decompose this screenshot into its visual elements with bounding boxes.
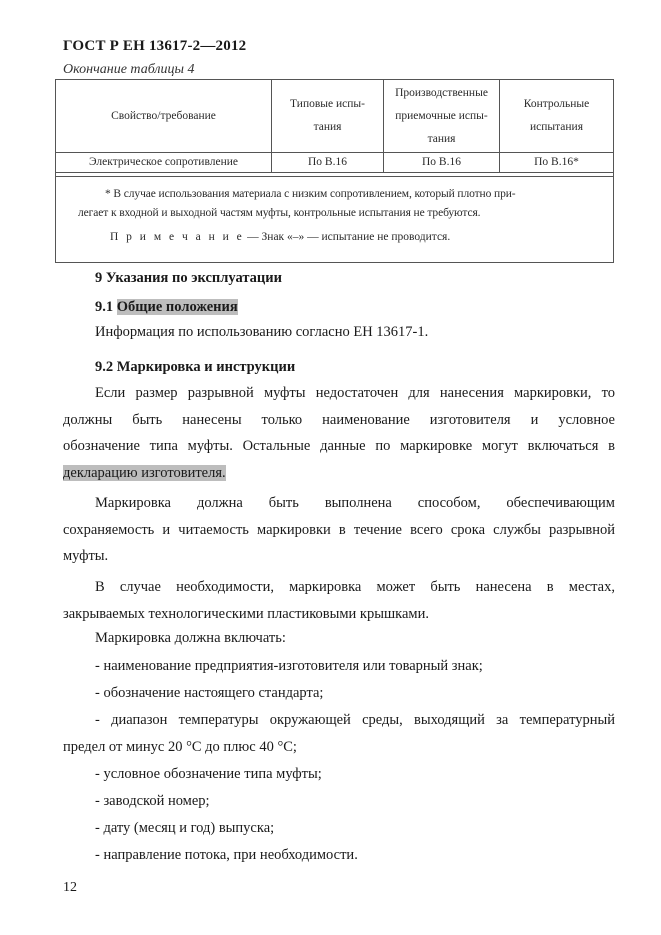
- col-header-type-tests: Типовые испы- тания: [272, 80, 384, 153]
- footnote-line-1: * В случае использования материала с низким сопротивлением, который плотно при-: [105, 188, 516, 200]
- paragraph-marking-size: Если размер разрывной муфты недостаточен для нанесения маркировки, то должны быть нанесены только наименование изготовителя и условное обозначение типа муфты. Остальные данные по маркировке могут включаться в декларацию изготовителя.: [63, 385, 615, 481]
- table-notes-row: [56, 177, 614, 263]
- paragraph-marking-method: Маркировка должна быть выполнена способом, обеспечивающим сохраняемость и читаемость маркировки в течение всего срока службы разрывной муфты.: [63, 495, 615, 564]
- table-cell: Электрическое сопротивление: [56, 153, 272, 173]
- document-header: ГОСТ Р ЕН 13617-2—2012: [63, 38, 247, 54]
- page-number: 12: [63, 880, 77, 895]
- table-footnote: [56, 177, 614, 263]
- list-item: - заводской номер;: [95, 793, 210, 809]
- table-note: П р и м е ч а н и е — Знак «–» — испытание не проводится.: [110, 231, 451, 243]
- list-item: - обозначение настоящего стандарта;: [95, 685, 324, 701]
- col-header-control-tests: Контрольные испытания: [500, 80, 614, 153]
- list-item: - дату (месяц и год) выпуска;: [95, 820, 275, 836]
- marking-list-intro: Маркировка должна включать:: [95, 630, 286, 646]
- section-9-1-text: Информация по использованию согласно ЕН 13617-1.: [95, 324, 429, 340]
- table-cell: По В.16: [384, 153, 500, 173]
- table-caption: Окончание таблицы 4: [63, 62, 195, 77]
- spec-table: [55, 79, 614, 263]
- section-9-1-title: 9.1 Общие положения: [95, 299, 238, 315]
- section-9-title: 9 Указания по эксплуатации: [95, 270, 282, 286]
- section-9-2-title: 9.2 Маркировка и инструкции: [95, 359, 296, 375]
- table-cell: По В.16: [272, 153, 384, 173]
- footnote-line-2: легает к входной и выходной частям муфты, контрольные испытания не требуются.: [78, 207, 481, 219]
- list-item: - наименование предприятия-изготовителя или товарный знак;: [95, 658, 483, 674]
- list-item: - условное обозначение типа муфты;: [95, 766, 322, 782]
- paragraph-marking-location: В случае необходимости, маркировка может быть нанесена в местах, закрываемых технологическими пластиковыми крышками.: [63, 579, 615, 622]
- highlighted-text: декларацию изготовителя.: [63, 464, 226, 481]
- table-row: [56, 153, 614, 173]
- table-header-row: [56, 80, 614, 153]
- col-header-property: Свойство/требование: [56, 80, 272, 153]
- list-item: - направление потока, при необходимости.: [95, 847, 358, 863]
- table-cell: По В.16*: [500, 153, 614, 173]
- list-item-temperature: - диапазон температуры окружающей среды, выходящий за температурный предел от минус 20 °С до плюс 40 °С;: [63, 712, 615, 755]
- col-header-acceptance-tests: Производственные приемочные испы- тания: [384, 80, 500, 153]
